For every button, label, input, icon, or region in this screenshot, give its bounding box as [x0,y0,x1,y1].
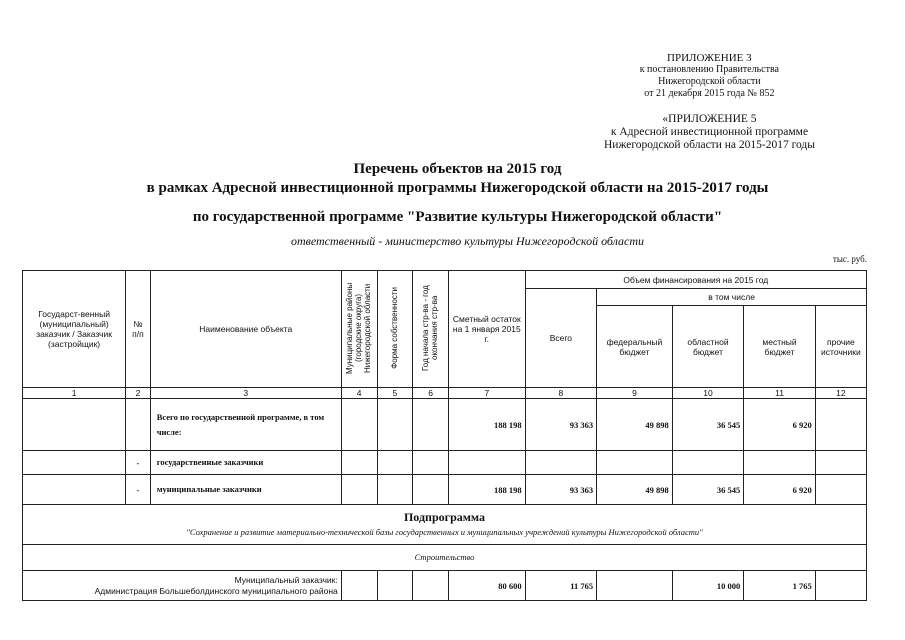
row-total: 93 363 [525,399,597,451]
row-local: 6 920 [744,475,816,505]
customer-label1: Муниципальный заказчик: [234,574,338,585]
cell-empty [377,399,413,451]
appendix-3-line2: к постановлению Правительства [639,64,779,75]
customer-local: 1 765 [744,571,816,601]
col-index: 7 [449,388,526,399]
header-local: местный бюджет [744,306,816,388]
cell-empty [23,475,126,505]
header-districts-text: Муниципальные районы (городские округа) Нижегородской области [345,282,373,374]
appendix-3-line3: Нижегородской области [658,76,761,87]
cell-empty [815,571,866,601]
responsible-ministry: ответственный - министерство культуры Нижегородской области [290,234,645,248]
customer-balance: 80 600 [449,571,526,601]
row-local [744,451,816,475]
column-index-row [23,388,867,399]
row-local: 6 920 [744,399,816,451]
customer-regional: 10 000 [672,571,744,601]
customer-label2: Администрация Большеболдинского муниципального района [94,585,338,596]
col-index: 2 [126,388,151,399]
title-line1: Перечень объектов на 2015 год [353,161,562,177]
table-row-total [23,399,867,451]
cell-empty [815,475,866,505]
header-row-1 [23,271,867,289]
subprogram-heading: Подпрограмма [403,509,486,524]
header-funding: Объем финансирования на 2015 год [525,271,866,289]
row-regional: 36 545 [672,399,744,451]
cell-empty [413,399,449,451]
col-index: 12 [815,388,866,399]
header-other: прочие источники [815,306,866,388]
header-districts [341,271,377,388]
unit-label: тыс. руб. [832,254,867,264]
row-balance [449,451,526,475]
header-num: № п/п [126,271,151,388]
table-row-customer [23,571,867,601]
cell-empty [23,399,126,451]
customer-cell [23,571,342,601]
header-regional: областной бюджет [672,306,744,388]
col-index: 11 [744,388,816,399]
row-name: государственные заказчики [150,451,341,475]
cell-empty [341,571,377,601]
appendix-5-block [604,113,815,152]
section-construction: Строительство [23,545,867,571]
row-name: муниципальные заказчики [150,475,341,505]
appendix-5-line2: к Адресной инвестиционной программе [610,126,809,138]
col-index: 10 [672,388,744,399]
title-line2: в рамках Адресной инвестиционной программы Нижегородской области на 2015-2017 годы [146,180,769,196]
header-balance: Сметный остаток на 1 января 2015 г. [449,271,526,388]
subprogram-name: "Сохранение и развитие материально-технической базы государственных и муниципальных учреждений культуры Нижегородской области" [186,526,703,537]
header-federal: федеральный бюджет [597,306,673,388]
row-total [525,451,597,475]
cell-empty [341,451,377,475]
header-name: Наименование объекта [150,271,341,388]
header-ownership-text: Форма собственности [390,287,400,369]
objects-table [22,270,867,601]
cell-empty [341,399,377,451]
row-total: 93 363 [525,475,597,505]
subprogram-cell [23,505,867,545]
row-regional: 36 545 [672,475,744,505]
row-balance: 188 198 [449,399,526,451]
row-balance: 188 198 [449,475,526,505]
cell-empty [413,571,449,601]
document-title [0,160,905,227]
cell-empty [377,451,413,475]
header-years-text: Год начала стр-ва - год окончания стр-ва [420,285,439,371]
cell-empty [341,475,377,505]
appendix-5-line3: Нижегородской области на 2015-2017 годы [603,139,815,151]
row-federal [597,451,673,475]
section-row [23,545,867,571]
col-index: 6 [413,388,449,399]
cell-empty [377,571,413,601]
subprogram-row [23,505,867,545]
appendix-5-line1: «ПРИЛОЖЕНИЕ 5 [662,113,757,125]
row-federal: 49 898 [597,475,673,505]
header-including: в том числе [597,289,867,306]
header-customer: Государст-венный (муниципальный) заказчик / Заказчик (застройщик) [23,271,126,388]
cell-empty [597,571,673,601]
row-num [126,399,151,451]
cell-empty [815,399,866,451]
appendix-3-line4: от 21 декабря 2015 года № 852 [644,88,775,99]
col-index: 8 [525,388,597,399]
row-num: - [126,451,151,475]
col-index: 1 [23,388,126,399]
appendix-3-block [640,52,779,100]
cell-empty [815,451,866,475]
cell-empty [23,451,126,475]
header-total: Всего [525,289,597,388]
header-years [413,271,449,388]
row-federal: 49 898 [597,399,673,451]
row-regional [672,451,744,475]
customer-total: 11 765 [525,571,597,601]
appendix-3-line1: ПРИЛОЖЕНИЕ 3 [667,52,752,64]
col-index: 4 [341,388,377,399]
cell-empty [413,451,449,475]
row-num: - [126,475,151,505]
col-index: 3 [150,388,341,399]
title-line3: по государственной программе "Развитие культуры Нижегородской области" [192,209,723,225]
col-index: 9 [597,388,673,399]
header-ownership [377,271,413,388]
row-name: Всего по государственной программе, в том числе: [150,399,341,451]
cell-empty [413,475,449,505]
table-row-municipal [23,475,867,505]
table-row-state [23,451,867,475]
cell-empty [377,475,413,505]
col-index: 5 [377,388,413,399]
